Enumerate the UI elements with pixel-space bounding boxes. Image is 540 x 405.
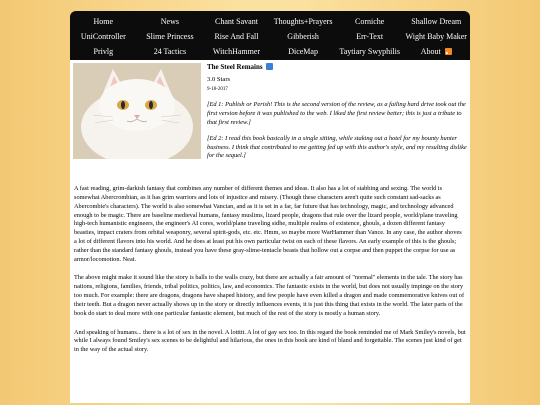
editor-note-2: [Ed 2: I read this book basically in a single sitting, while staking out a hotel for my bounty hunter business. I think that contributed to me getting fed up with this author's style, and my resulting dislike for the sequel.] (207, 135, 467, 160)
review-paragraph: And speaking of humans... there is a lot of sex in the novel. A lottttt. A lot of gay sex too. In this regard the book reminded me of Mark Smiley's novels, but while I always found Smiley's sex scenes to be delightful and hilarious, the ones in this book are kind of bland and forgettable. The scenes just kind of get in the way of the actual story. (74, 328, 466, 354)
nav-taytiary-swyphilis[interactable]: Taytiary Swyphilis (339, 47, 400, 56)
nav-gibberish[interactable]: Gibberish (287, 32, 319, 41)
review-paragraph: The above might make it sound like the story is balls to the walls crazy, but there are actually a fair amount of "normal" elements in the tale. The story has nations, religions, families, friends, tribal politics, politics, law, and economics. The fantastic exists in the world, but does not usually impinge on the story too much. For example: there are dragons, dragons have shaped history, and few people have even killed a dragon and made commemorative knives out of their teeth. But a dragon never actually shows up in the story or directly influences events, it is just this thing that exists in the world. The later parts of the book do start to deal more with one particular fantastic element, but much of the rest of the story is mostly a human story. (74, 274, 465, 317)
review-title: The Steel Remains (207, 63, 263, 71)
white-cat-illustration (73, 63, 201, 159)
nav-wight-baby-maker[interactable]: Wight Baby Maker (405, 32, 467, 41)
review-paragraph: A fast reading, grim-darkish fantasy that combines any number of different themes and ideas. It also has a lot of stabbing and sexing. The world is somewhat Abercrombian, as it has grim warriors and lots of injustice and misery. (Though these characters aren't quite such constant sad-sacks as Abercombie's characters). The world is also somewhat Vancian, and as it is set in a far, far future that has technology, magic, and technology advanced enough to be magic. There are baseline medieval humans, fantasy muslims, lizard people, dragons that rule over the lizard people, world/plane traveling high-tech humanistic engineers, the engineer's AI cores, world/plane traveling sidhe, multiple realms of existence, ghouls, a dozen different fantasy beasties, impact craters from orbital weaponry, several spirit-gods, etc. etc. Hmm, so maybe more WarHammer than Vance. In any case, the author shoves a lot of different flavors into his world. And he does at least put his own particular twist on each of these flavors. An early example of this is the ghouls; rather than the standard fantasy ghouls, instead you have these gray-slime-tentacle beasts that hollow out a corpse and then puppet the corpse for use as armor/locomotion. Neat. (74, 185, 462, 263)
nav-corniche[interactable]: Corniche (355, 17, 385, 26)
nav-slime-princess[interactable]: Slime Princess (146, 32, 194, 41)
review-stars: 3.0 Stars (207, 75, 231, 83)
nav-24-tactics[interactable]: 24 Tactics (153, 47, 187, 56)
nav-unicontroller[interactable]: UniController (80, 32, 126, 41)
nav-news[interactable]: News (160, 17, 179, 26)
nav-home[interactable]: Home (93, 17, 114, 26)
rss-feed-icon[interactable] (266, 63, 273, 70)
nav-err-text[interactable]: Err-Text (356, 32, 384, 41)
review-meta (201, 63, 467, 161)
rss-feed-icon[interactable] (445, 48, 452, 55)
cat-image (73, 63, 201, 159)
nav-dicemap[interactable]: DiceMap (288, 47, 318, 56)
nav-row-3 (70, 44, 470, 59)
review-title-line (207, 63, 467, 73)
nav-about-wrapper (403, 47, 470, 56)
nav-about[interactable]: About (420, 47, 441, 56)
review-date: 9-18-2017 (207, 86, 228, 92)
main-content (70, 60, 470, 403)
nav-shallow-dream[interactable]: Shallow Dream (411, 17, 462, 26)
nav-row-1 (70, 14, 470, 29)
editor-note-1: [Ed 1: Publish or Perish! This is the second version of the review, as a failing hard drive took out the first version before it was published to the web. I liked the first review better; this is just a tribute to that first review.] (207, 101, 466, 126)
nav-witchhammer[interactable]: WitchHammer (212, 47, 261, 56)
nav-row-2 (70, 29, 470, 44)
nav-rise-and-fall[interactable]: Rise And Fall (214, 32, 259, 41)
top-navigation (70, 11, 470, 60)
nav-privlg[interactable]: Privlg (93, 47, 114, 56)
nav-thoughts-prayers[interactable]: Thoughts+Prayers (273, 17, 333, 26)
nav-chant-savant[interactable]: Chant Savant (215, 17, 258, 26)
page-container (70, 11, 470, 403)
review-body (73, 185, 467, 355)
review-header (73, 63, 467, 161)
